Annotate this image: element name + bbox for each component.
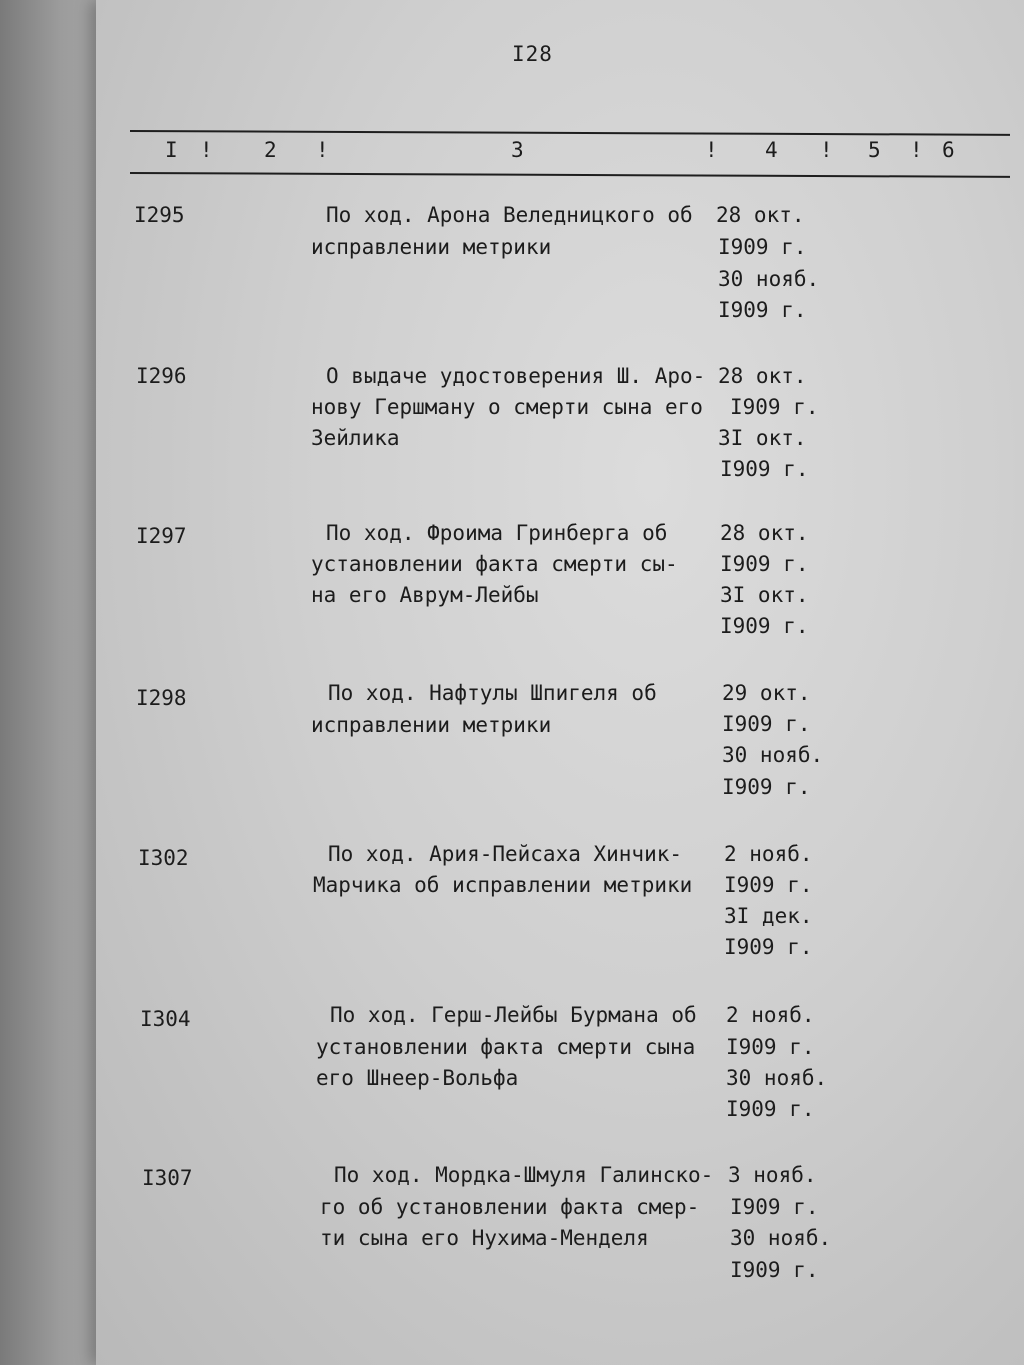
record-date-line: I909 г.: [722, 775, 811, 799]
record-date-line: 29 окт.: [722, 681, 811, 705]
column-header-6: 6: [942, 138, 955, 162]
record-description-line: го об установлении факта смер-: [320, 1195, 700, 1219]
record-date-line: 30 нояб.: [722, 743, 824, 767]
record-description-line: По ход. Фроима Гринберга об: [326, 521, 668, 545]
record-description-line: его Шнеер-Вольфа: [316, 1066, 519, 1090]
record-date-line: 2 нояб.: [726, 1003, 815, 1027]
record-description-line: О выдаче удостоверения Ш. Аро-: [326, 364, 706, 388]
record-number: I296: [136, 364, 187, 388]
record-date-line: 30 нояб.: [730, 1226, 832, 1250]
record-date-line: I909 г.: [730, 1195, 819, 1219]
column-separator: !: [200, 138, 213, 162]
record-date-line: I909 г.: [726, 1035, 815, 1059]
record-date-line: I909 г.: [718, 298, 807, 322]
record-date-line: I909 г.: [718, 235, 807, 259]
adjacent-page-edge: [0, 0, 110, 1365]
record-date-line: 30 нояб.: [726, 1066, 828, 1090]
column-separator: !: [910, 138, 923, 162]
column-separator: !: [705, 138, 718, 162]
record-description-line: По ход. Нафтулы Шпигеля об: [328, 681, 657, 705]
record-description-line: исправлении метрики: [311, 713, 552, 737]
record-description-line: По ход. Мордка-Шмуля Галинско-: [334, 1163, 714, 1187]
record-date-line: I909 г.: [720, 614, 809, 638]
record-date-line: I909 г.: [730, 395, 819, 419]
record-date-line: 28 окт.: [720, 521, 809, 545]
record-description-line: Зейлика: [311, 426, 400, 450]
column-separator: !: [316, 138, 329, 162]
column-separator: !: [820, 138, 833, 162]
record-date-line: I909 г.: [720, 552, 809, 576]
column-header-5: 5: [868, 138, 881, 162]
record-date-line: 28 окт.: [718, 364, 807, 388]
record-number: I304: [140, 1007, 191, 1031]
record-description-line: исправлении метрики: [311, 235, 552, 259]
record-date-line: I909 г.: [724, 873, 813, 897]
record-number: I297: [136, 524, 187, 548]
column-header-2: 2: [264, 138, 277, 162]
record-number: I295: [134, 203, 185, 227]
record-date-line: 2 нояб.: [724, 842, 813, 866]
column-header-3: 3: [511, 138, 524, 162]
record-description-line: По ход. Арона Веледницкого об: [326, 203, 693, 227]
record-description-line: установлении факта смерти сына: [316, 1035, 696, 1059]
record-date-line: 3I дек.: [724, 904, 813, 928]
record-description-line: По ход. Ария-Пейсаха Хинчик-: [328, 842, 683, 866]
record-date-line: 3I окт.: [720, 583, 809, 607]
record-number: I307: [142, 1166, 193, 1190]
column-header-4: 4: [765, 138, 778, 162]
record-date-line: 3I окт.: [718, 426, 807, 450]
record-description-line: установлении факта смерти сы-: [311, 552, 678, 576]
page-number: I28: [512, 42, 553, 66]
record-date-line: I909 г.: [726, 1097, 815, 1121]
record-date-line: I909 г.: [724, 935, 813, 959]
record-number: I302: [138, 846, 189, 870]
record-description-line: Марчика об исправлении метрики: [313, 873, 693, 897]
record-description-line: ти сына его Нухима-Менделя: [320, 1226, 649, 1250]
record-description-line: нову Гершману о смерти сына его: [311, 395, 703, 419]
record-date-line: 3 нояб.: [728, 1163, 817, 1187]
record-description-line: По ход. Герш-Лейбы Бурмана об: [330, 1003, 697, 1027]
record-date-line: I909 г.: [722, 712, 811, 736]
record-date-line: I909 г.: [730, 1258, 819, 1282]
column-header-1: I: [165, 138, 178, 162]
record-number: I298: [136, 686, 187, 710]
record-date-line: 28 окт.: [716, 203, 805, 227]
record-date-line: I909 г.: [720, 457, 809, 481]
record-date-line: 30 нояб.: [718, 267, 820, 291]
record-description-line: на его Аврум-Лейбы: [311, 583, 539, 607]
